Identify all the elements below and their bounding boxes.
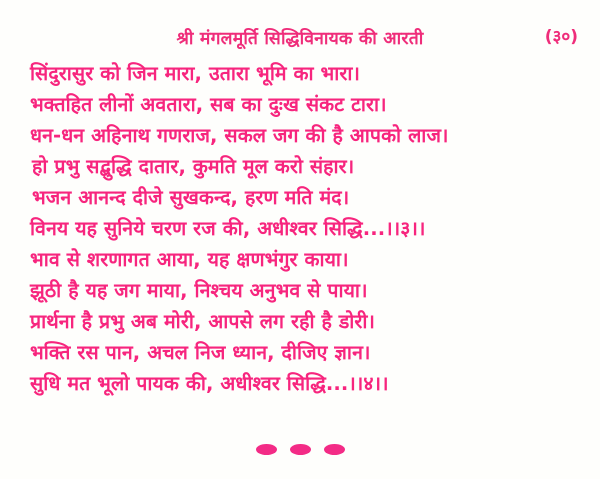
verse-line: भक्तहित लीनों अवतारा, सब का दुःख संकट टारा। (30, 93, 387, 116)
verse-line: धन-धन अहिनाथ गणराज, सकल जग की है आपको लाज। (30, 124, 449, 147)
verse-line: भाव से शरणागत आया, यह क्षणभंगुर काया। (30, 248, 349, 271)
three-dots-ornament (0, 444, 600, 455)
verse-line: विनय यह सुनिये चरण रज की, अधीश्वर सिद्धि...।।३।। (30, 217, 426, 240)
verse-line: भक्ति रस पान, अचल निज ध्यान, दीजिए ज्ञान। (30, 341, 371, 364)
verse-line: प्रार्थना है प्रभु अब मोरी, आपसे लग रही है डोरी। (30, 310, 376, 333)
verse-line: सुधि मत भूलो पायक की, अधीश्वर सिद्धि...।।४।। (30, 372, 389, 395)
ornament-dot (290, 444, 311, 455)
verse-line: हो प्रभु सद्बुद्धि दातार, कुमति मूल करो संहार। (32, 155, 355, 178)
ornament-dot (256, 444, 277, 455)
page-title: श्री मंगलमूर्ति सिद्धिविनायक की आरती (176, 29, 424, 49)
verse-block (0, 64, 600, 394)
page-number: (३०) (544, 27, 578, 47)
verse-line: भजन आनन्द दीजे सुखकन्द, हरण मति मंद। (32, 186, 350, 209)
verse-line: सिंदुरासुर को जिन मारा, उतारा भूमि का भारा। (30, 62, 361, 85)
page-header (0, 0, 600, 50)
ornament-dot (324, 444, 345, 455)
verse-line: झूठी है यह जग माया, निश्चय अनुभव से पाया। (30, 279, 368, 302)
